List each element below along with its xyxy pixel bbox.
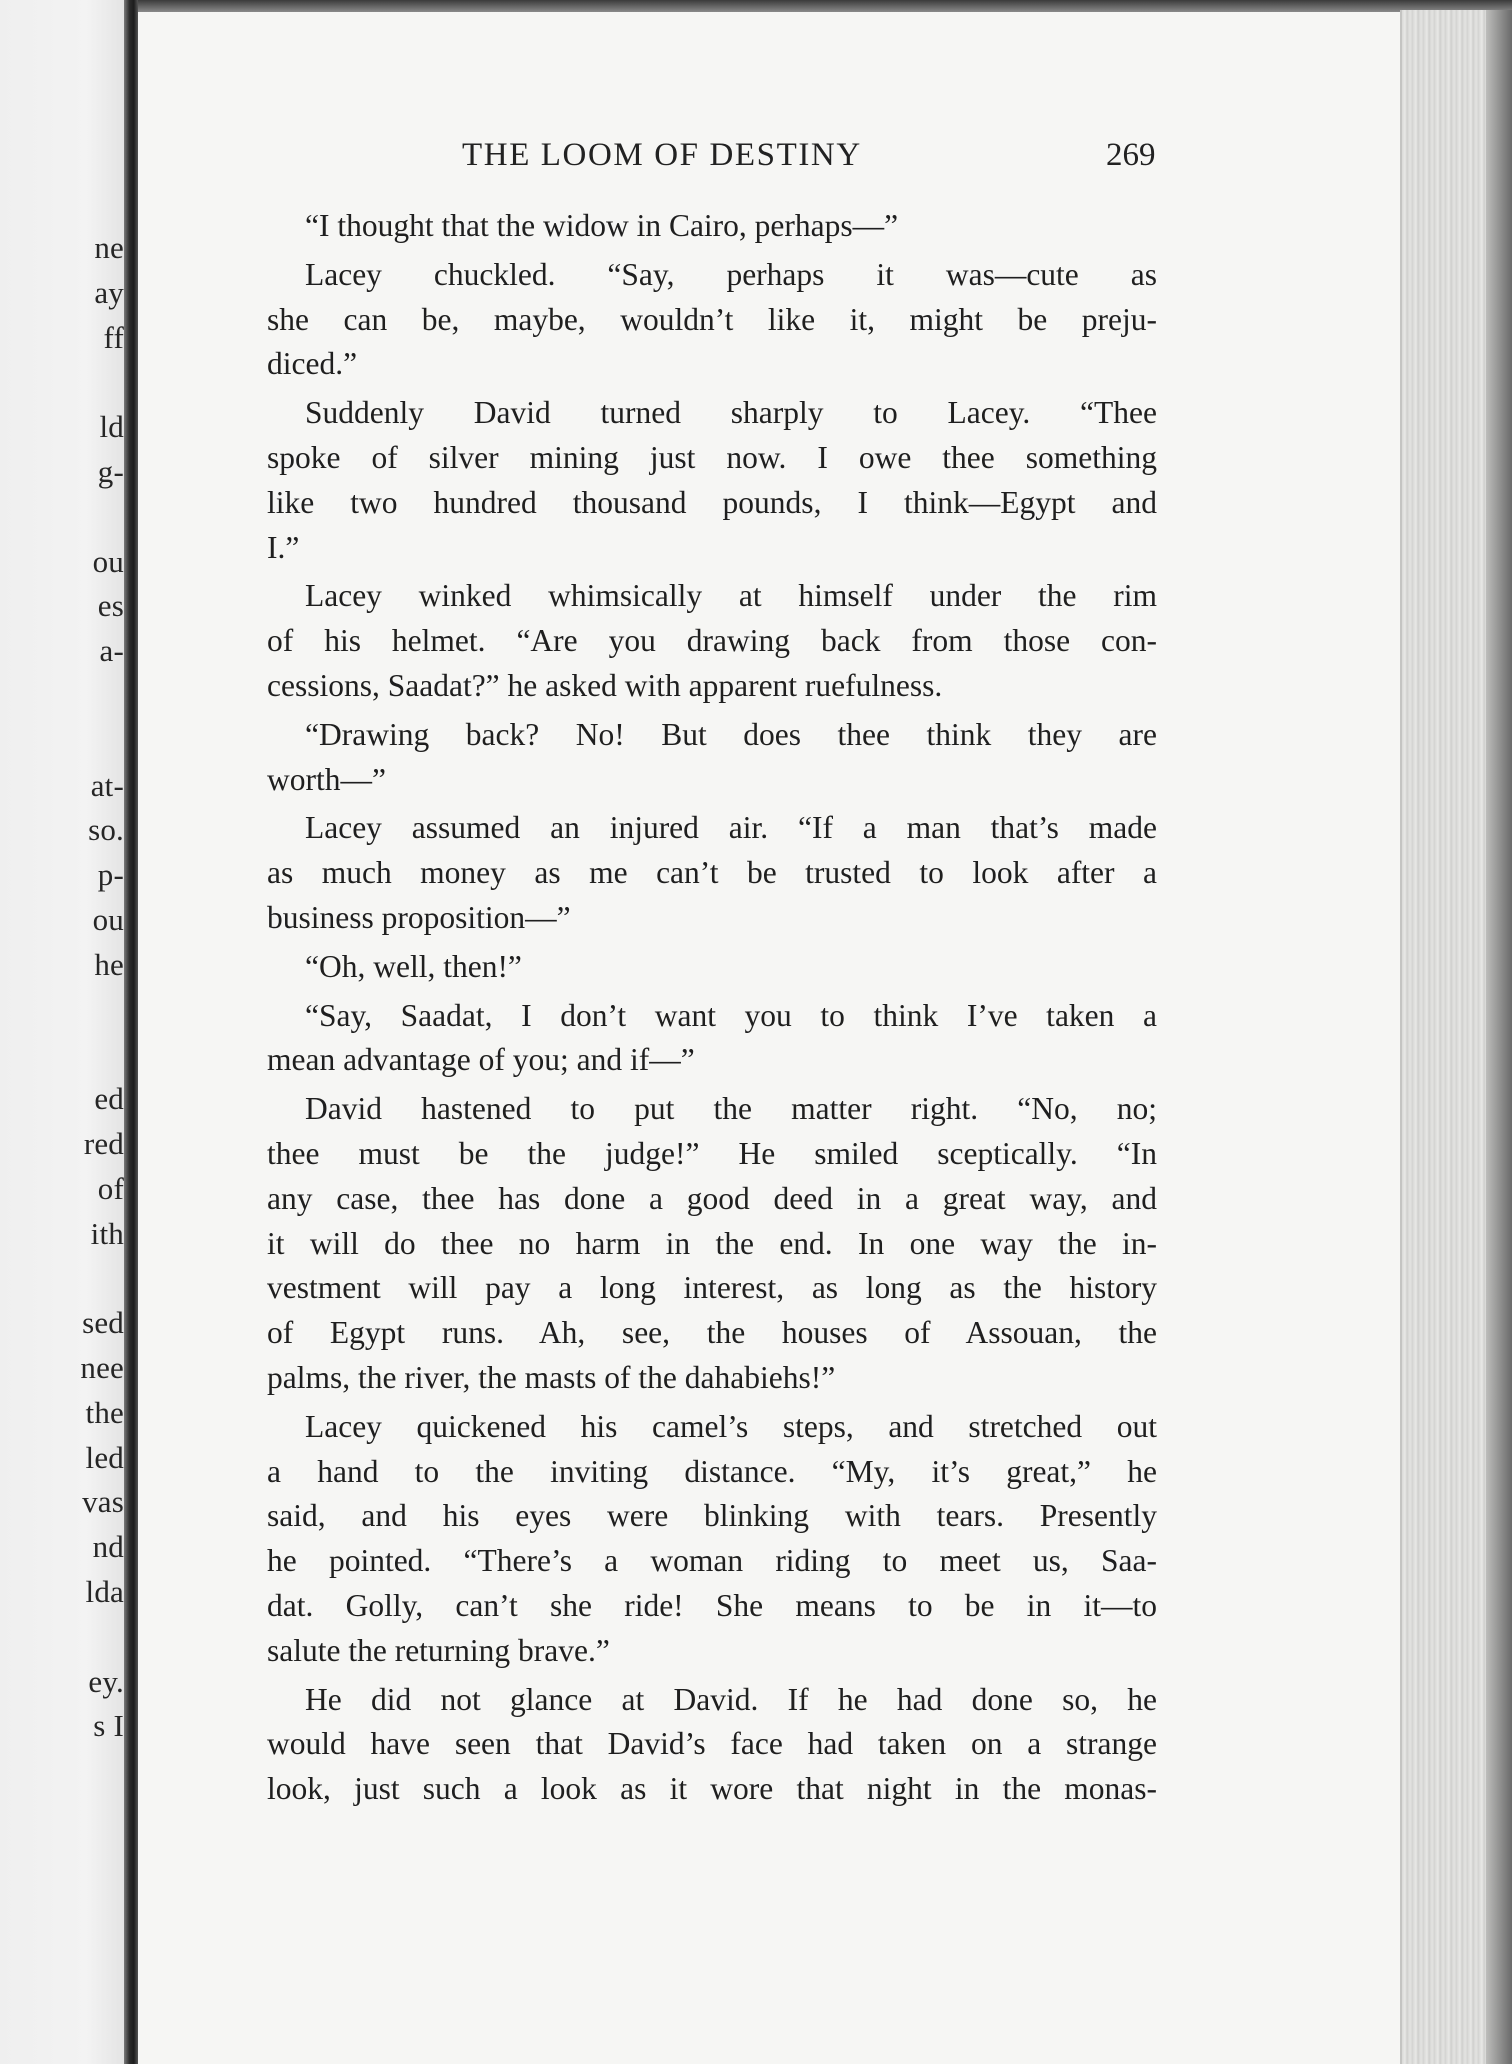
left-page-fragment: vas (82, 1484, 124, 1520)
text-line: Lacey chuckled. “Say, perhaps it was—cute as (305, 256, 1157, 292)
left-page-fragment: led (85, 1439, 124, 1475)
text-line: “Drawing back? No! But does thee think they are (305, 716, 1157, 752)
text-line: diced.” (267, 346, 358, 382)
text-line: dat. Golly, can’t she ride! She means to be in it—to (267, 1587, 1157, 1623)
text-line: “I thought that the widow in Cairo, perhaps—” (305, 208, 899, 243)
text-line: Lacey quickened his camel’s steps, and stretched out (305, 1408, 1157, 1444)
left-page-fragment: ne (94, 230, 124, 265)
left-page-fragment: es (97, 588, 124, 624)
left-page-fragment: sed (82, 1305, 124, 1341)
text-line: Lacey assumed an injured air. “If a man that’s made (305, 810, 1157, 846)
text-line: like two hundred thousand pounds, I think—Egypt and (267, 484, 1157, 520)
text-line: mean advantage of you; and if—” (267, 1042, 695, 1078)
left-page-fragment: ou (92, 543, 124, 579)
text-line: “Oh, well, then!” (305, 948, 522, 984)
left-page-fragment: ff (103, 319, 124, 355)
left-page-fragment: p- (97, 857, 124, 893)
book-gutter (124, 0, 138, 2064)
text-line: worth—” (267, 761, 386, 797)
left-page-fragment: he (94, 946, 124, 982)
top-edge-shadow (138, 0, 1512, 12)
left-page-fragment: lda (85, 1574, 124, 1609)
text-line: would have seen that David’s face had taken on a strange (267, 1726, 1157, 1762)
text-line: He did not glance at David. If he had done so, he (305, 1681, 1157, 1717)
left-page-fragment: at- (90, 767, 124, 803)
text-line: any case, thee has done a good deed in a great way, and (267, 1180, 1157, 1216)
left-page (0, 0, 124, 2064)
left-page-fragment: ou (92, 902, 124, 937)
left-page-fragment: so. (88, 812, 124, 848)
text-line: look, just such a look as it wore that night in the monas- (267, 1771, 1157, 1807)
text-line: it will do thee no harm in the end. In one way the in- (267, 1225, 1157, 1261)
left-page-fragment: nd (92, 1529, 124, 1565)
text-line: cessions, Saadat?” he asked with apparent ruefulness. (267, 667, 943, 703)
text-line: palms, the river, the masts of the dahabiehs!” (267, 1359, 836, 1395)
text-line: as much money as me can’t be trusted to look after a (267, 855, 1157, 891)
text-line: I.” (267, 529, 300, 565)
right-edge-shadow (1486, 10, 1512, 2064)
page-number: 269 (1106, 137, 1156, 173)
text-line: David hastened to put the matter right. “No, no; (305, 1091, 1157, 1127)
left-page-fragment: s I (93, 1708, 124, 1744)
left-page-fragment: ed (94, 1081, 124, 1117)
text-line: a hand to the inviting distance. “My, it’s great,” he (267, 1453, 1157, 1489)
text-line: of his helmet. “Are you drawing back from those con- (267, 623, 1157, 659)
left-page-fragment: the (85, 1394, 124, 1430)
left-page-fragment: g- (97, 454, 124, 489)
text-line: she can be, maybe, wouldn’t like it, might be preju- (267, 301, 1157, 337)
left-page-fragment: a- (99, 633, 124, 669)
left-page-fragment: ay (94, 274, 124, 310)
text-line: thee must be the judge!” He smiled sceptically. “In (267, 1135, 1157, 1171)
left-page-fragment: ith (90, 1215, 124, 1251)
left-page-fragment: red (83, 1126, 124, 1161)
text-line: of Egypt runs. Ah, see, the houses of Assouan, the (267, 1315, 1157, 1351)
text-line: Suddenly David turned sharply to Lacey. “Thee (305, 395, 1157, 431)
text-line: business proposition—” (267, 899, 571, 935)
text-line: said, and his eyes were blinking with tears. Presently (267, 1498, 1157, 1534)
text-line: “Say, Saadat, I don’t want you to think I’ve taken a (305, 997, 1157, 1033)
left-page-fragment: ey. (88, 1663, 124, 1699)
text-line: vestment will pay a long interest, as long as the history (267, 1270, 1157, 1306)
text-line: spoke of silver mining just now. I owe thee something (267, 439, 1157, 475)
body-text (267, 204, 1157, 1812)
text-line: Lacey winked whimsically at himself under the rim (305, 578, 1157, 614)
left-page-fragment: of (97, 1170, 124, 1206)
running-head: THE LOOM OF DESTINY (462, 137, 862, 173)
left-page-fragment: ld (99, 409, 124, 445)
text-line: salute the returning brave.” (267, 1632, 610, 1668)
text-line: he pointed. “There’s a woman riding to meet us, Saa- (267, 1543, 1157, 1579)
left-page-fragment: nee (80, 1350, 124, 1385)
